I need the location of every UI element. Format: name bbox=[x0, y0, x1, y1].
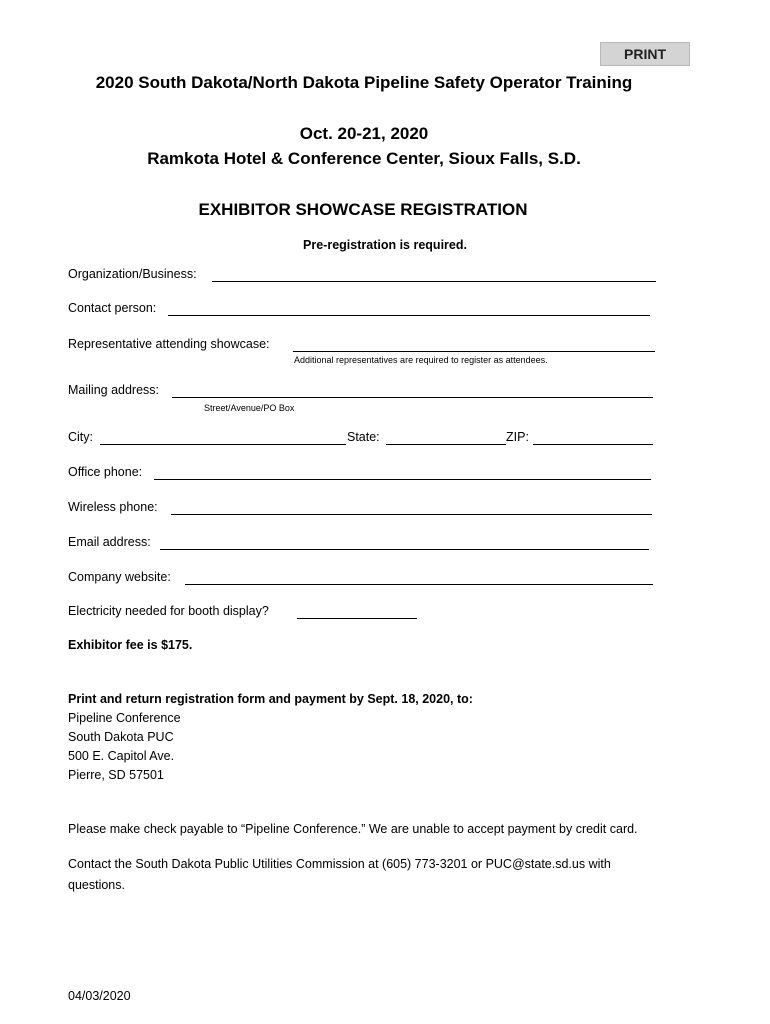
form-title: EXHIBITOR SHOWCASE REGISTRATION bbox=[198, 200, 528, 219]
exhibitor-fee: Exhibitor fee is $175. bbox=[68, 638, 193, 652]
print-button[interactable]: PRINT bbox=[600, 42, 690, 66]
city-field[interactable] bbox=[100, 444, 346, 445]
mailing-label: Mailing address: bbox=[68, 383, 160, 397]
zip-field[interactable] bbox=[533, 444, 653, 445]
address-line: 500 E. Capitol Ave. bbox=[68, 749, 175, 763]
zip-label: ZIP: bbox=[506, 430, 529, 444]
event-date: Oct. 20-21, 2020 bbox=[299, 124, 429, 143]
representative-label: Representative attending showcase: bbox=[68, 337, 270, 351]
address-line: Pipeline Conference bbox=[68, 711, 181, 725]
mailing-address-block bbox=[68, 709, 181, 785]
check-note: Please make check payable to “Pipeline Conference.” We are unable to accept payment by credit card. bbox=[68, 822, 638, 836]
event-venue: Ramkota Hotel & Conference Center, Sioux Falls, S.D. bbox=[147, 149, 581, 168]
website-label: Company website: bbox=[68, 570, 171, 584]
office-phone-label: Office phone: bbox=[68, 465, 143, 479]
email-field[interactable] bbox=[160, 549, 649, 550]
contact-label: Contact person: bbox=[68, 301, 157, 315]
footer-date: 04/03/2020 bbox=[68, 989, 131, 1003]
state-field[interactable] bbox=[386, 444, 506, 445]
event-title: 2020 South Dakota/North Dakota Pipeline Safety Operator Training bbox=[95, 73, 633, 92]
office-phone-field[interactable] bbox=[154, 479, 651, 480]
organization-label: Organization/Business: bbox=[68, 267, 197, 281]
city-label: City: bbox=[68, 430, 93, 444]
electricity-field[interactable] bbox=[297, 618, 417, 619]
address-line: Pierre, SD 57501 bbox=[68, 768, 164, 782]
representative-field[interactable] bbox=[293, 351, 655, 352]
wireless-phone-label: Wireless phone: bbox=[68, 500, 158, 514]
email-label: Email address: bbox=[68, 535, 151, 549]
contact-note-line-1: Contact the South Dakota Public Utilities Commission at (605) 773-3201 or PUC@state.sd.us with bbox=[68, 857, 611, 871]
wireless-phone-field[interactable] bbox=[171, 514, 652, 515]
pre-registration-note: Pre-registration is required. bbox=[303, 238, 467, 252]
state-label: State: bbox=[347, 430, 380, 444]
contact-field[interactable] bbox=[168, 315, 650, 316]
website-field[interactable] bbox=[185, 584, 653, 585]
mailing-field[interactable] bbox=[172, 397, 653, 398]
mailing-note: Street/Avenue/PO Box bbox=[204, 403, 295, 413]
return-instructions: Print and return registration form and payment by Sept. 18, 2020, to: bbox=[68, 692, 473, 706]
contact-note-line-2: questions. bbox=[68, 878, 125, 892]
representative-note: Additional representatives are required to register as attendees. bbox=[294, 355, 548, 365]
address-line: South Dakota PUC bbox=[68, 730, 174, 744]
organization-field[interactable] bbox=[212, 281, 656, 282]
electricity-label: Electricity needed for booth display? bbox=[68, 604, 269, 618]
